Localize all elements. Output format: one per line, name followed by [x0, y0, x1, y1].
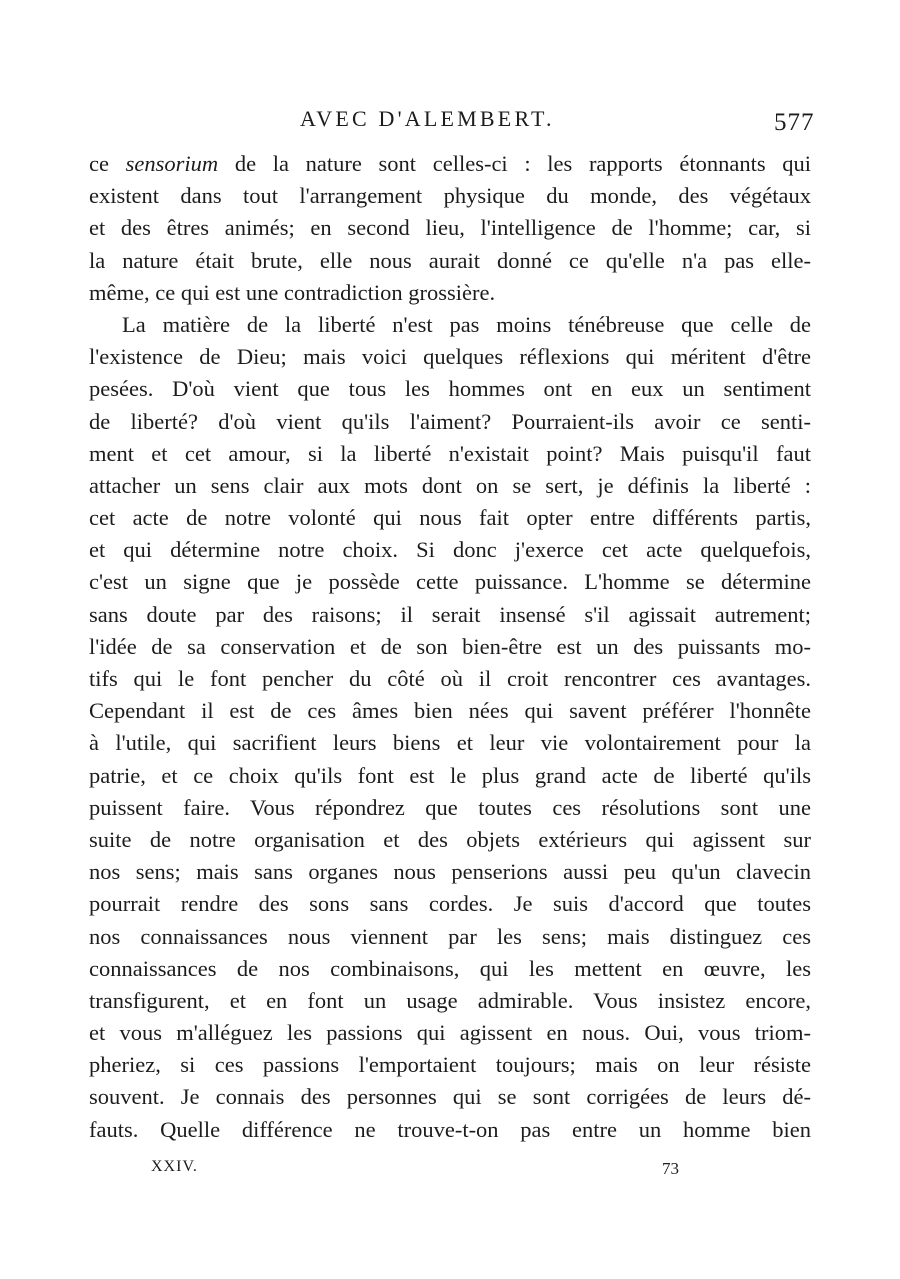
text-line: c'est un signe que je possède cette puissance. L'homme se détermine [89, 569, 811, 595]
text-line: et vous m'alléguez les passions qui agissent en nous. Oui, vous triom- [89, 1020, 811, 1046]
body-text [89, 148, 811, 1146]
italic-term: sensorium [125, 151, 219, 176]
text-line: nos sens; mais sans organes nous penserions aussi peu qu'un clavecin [89, 859, 811, 885]
text-line: patrie, et ce choix qu'ils font est le plus grand acte de liberté qu'ils [89, 762, 811, 788]
text-line: sans doute par des raisons; il serait insensé s'il agissait autrement; [89, 601, 811, 627]
running-title: AVEC D'ALEMBERT. [300, 106, 555, 131]
page-number: 577 [774, 109, 815, 136]
sheet-number: 73 [662, 1159, 679, 1178]
signature-mark: XXIV. [151, 1158, 198, 1175]
text-line: la nature était brute, elle nous aurait donné ce qu'elle n'a pas elle- [89, 247, 811, 273]
text-line: connaissances de nos combinaisons, qui les mettent en œuvre, les [89, 955, 811, 981]
text-line [89, 148, 811, 180]
text-line: La matière de la liberté n'est pas moins ténébreuse que celle de [122, 311, 811, 337]
text-line: existent dans tout l'arrangement physique du monde, des végétaux [89, 183, 811, 209]
page-footer [0, 1152, 900, 1182]
text-line: l'idée de sa conservation et de son bien-être est un des puissants mo- [89, 633, 811, 659]
text-line: suite de notre organisation et des objets extérieurs qui agissent sur [89, 826, 811, 852]
text-line: ment et cet amour, si la liberté n'existait point? Mais puisqu'il faut [89, 440, 811, 466]
text-fragment: ce [89, 151, 126, 176]
text-line: à l'utile, qui sacrifient leurs biens et leur vie volontairement pour la [89, 730, 811, 756]
text-line: pourrait rendre des sons sans cordes. Je suis d'accord que toutes [89, 891, 811, 917]
text-fragment: de la nature sont celles-ci : les rapports étonnants qui [218, 151, 811, 176]
text-line: transfigurent, et en font un usage admirable. Vous insistez encore, [89, 987, 811, 1013]
text-line: tifs qui le font pencher du côté où il croit rencontrer ces avantages. [89, 666, 811, 691]
text-line: puissent faire. Vous répondrez que toutes ces résolutions sont une [89, 794, 811, 820]
text-line: cet acte de notre volonté qui nous fait opter entre différents partis, [89, 505, 811, 531]
text-line: Cependant il est de ces âmes bien nées qui savent préférer l'honnête [89, 698, 811, 724]
text-line: de liberté? d'où vient qu'ils l'aiment? Pourraient-ils avoir ce senti- [89, 408, 811, 434]
text-line: et qui détermine notre choix. Si donc j'exerce cet acte quelquefois, [89, 537, 811, 563]
text-line: fauts. Quelle différence ne trouve-t-on pas entre un homme bien [89, 1116, 811, 1142]
text-line: l'existence de Dieu; mais voici quelques réflexions qui méritent d'être [89, 344, 811, 370]
text-line: et des êtres animés; en second lieu, l'intelligence de l'homme; car, si [89, 215, 811, 241]
running-head [0, 102, 900, 136]
text-line: même, ce qui est une contradiction grossière. [89, 279, 496, 305]
text-line: pheriez, si ces passions l'emportaient toujours; mais on leur résiste [89, 1052, 811, 1078]
text-line: pesées. D'où vient que tous les hommes ont en eux un sentiment [89, 376, 811, 402]
text-line: attacher un sens clair aux mots dont on se sert, je définis la liberté : [89, 472, 811, 498]
text-line: nos connaissances nous viennent par les sens; mais distinguez ces [89, 923, 811, 949]
text-line: souvent. Je connais des personnes qui se sont corrigées de leurs dé- [89, 1084, 811, 1110]
